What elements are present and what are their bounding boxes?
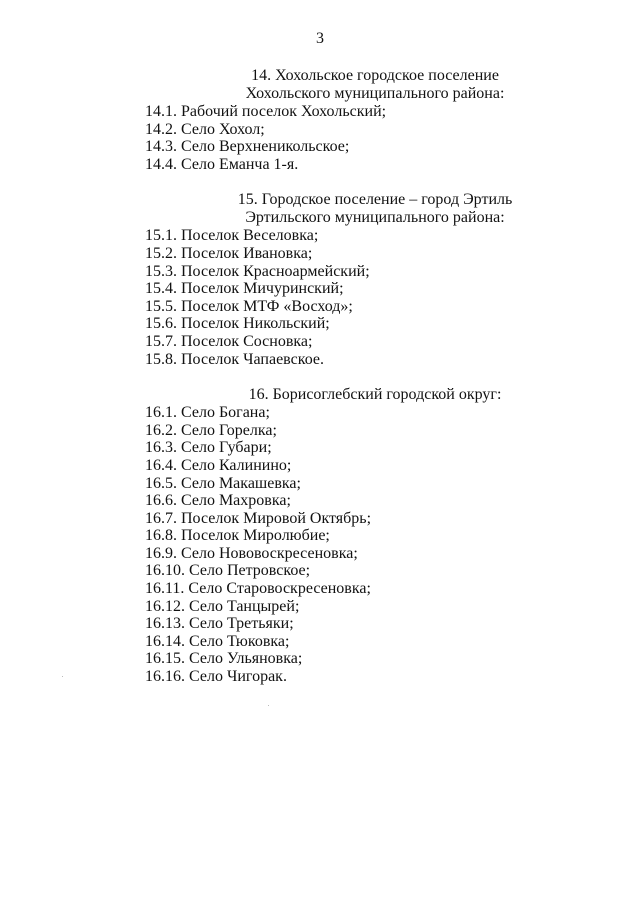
list-item <box>145 245 565 263</box>
page-number: 3 <box>316 30 324 47</box>
item-number: 16.8. <box>145 527 177 545</box>
item-number: 16.11. <box>145 580 185 598</box>
item-name: Поселок МТФ «Восход»; <box>181 297 353 315</box>
list-item <box>145 580 565 598</box>
item-number: 14.2. <box>145 120 177 138</box>
item-name: Село Танцырей; <box>189 597 300 615</box>
list-item <box>145 457 565 475</box>
item-name: Село Петровское; <box>189 562 311 580</box>
list-item <box>145 545 565 563</box>
item-name: Село Ульяновка; <box>189 650 303 668</box>
item-number: 15.6. <box>145 315 177 333</box>
list-item <box>145 351 565 369</box>
item-number: 16.7. <box>145 509 177 527</box>
list-item <box>145 439 565 457</box>
list-item <box>145 615 565 633</box>
item-name: Село Тюковка; <box>189 632 290 650</box>
item-name: Поселок Красноармейский; <box>181 262 370 280</box>
item-name: Поселок Никольский; <box>181 315 330 333</box>
item-name: Село Махровка; <box>181 492 291 510</box>
item-number: 16.16. <box>145 668 185 686</box>
item-number: 16.12. <box>145 597 185 615</box>
section-heading-line: 16. Борисоглебский городской округ: <box>248 386 502 404</box>
item-name: Село Губари; <box>181 439 272 457</box>
list-item <box>145 280 565 298</box>
item-number: 15.8. <box>145 350 177 368</box>
item-number: 16.5. <box>145 474 177 492</box>
list-item <box>145 492 565 510</box>
section-16 <box>145 386 565 686</box>
item-number: 15.4. <box>145 280 177 298</box>
item-name: Село Верхненикольское; <box>181 138 350 156</box>
list-item <box>145 227 565 245</box>
section-heading-line: Эртильского муниципального района: <box>245 209 505 227</box>
item-number: 16.2. <box>145 421 177 439</box>
item-number: 16.14. <box>145 632 185 650</box>
item-name: Село Калинино; <box>181 456 292 474</box>
item-number: 15.2. <box>145 244 177 262</box>
item-name: Село Горелка; <box>181 421 277 439</box>
list-item <box>145 333 565 351</box>
scan-speck <box>268 705 269 706</box>
list-item <box>145 650 565 668</box>
section-14 <box>145 67 565 173</box>
scan-speck <box>62 676 63 677</box>
item-number: 16.4. <box>145 456 177 474</box>
item-number: 14.4. <box>145 155 177 173</box>
list-item <box>145 633 565 651</box>
item-number: 15.7. <box>145 332 177 350</box>
item-number: 16.1. <box>145 404 177 422</box>
list-item <box>145 103 565 121</box>
list-item <box>145 156 565 174</box>
item-name: Поселок Миролюбие; <box>181 527 330 545</box>
item-name: Поселок Мичуринский; <box>181 280 344 298</box>
item-number: 14.1. <box>145 103 177 120</box>
document-body <box>145 67 565 704</box>
list-item <box>145 598 565 616</box>
section-heading-line: 15. Городское поселение – город Эртиль <box>237 191 513 209</box>
item-number: 16.6. <box>145 492 177 510</box>
list-item <box>145 510 565 528</box>
list-item <box>145 562 565 580</box>
item-name: Поселок Веселовка; <box>181 227 319 245</box>
item-name: Село Чигорак. <box>189 668 287 686</box>
item-name: Рабочий поселок Хохольский; <box>181 103 387 120</box>
item-name: Село Старовоскресеновка; <box>188 580 371 598</box>
list-item <box>145 138 565 156</box>
section-heading-line: Хохольского муниципального района: <box>245 85 505 102</box>
item-name: Село Третьяки; <box>189 615 294 633</box>
list-item <box>145 527 565 545</box>
item-number: 16.3. <box>145 439 177 457</box>
list-item <box>145 263 565 281</box>
section-heading-line: 14. Хохольское городское поселение <box>251 67 499 84</box>
item-number: 15.3. <box>145 262 177 280</box>
item-number: 15.5. <box>145 297 177 315</box>
item-number: 16.15. <box>145 650 185 668</box>
item-name: Село Макашевка; <box>181 474 301 492</box>
item-name: Село Хохол; <box>181 120 265 138</box>
item-number: 15.1. <box>145 227 177 245</box>
item-name: Поселок Мировой Октябрь; <box>181 509 372 527</box>
item-number: 16.10. <box>145 562 185 580</box>
item-name: Село Еманча 1-я. <box>181 155 299 173</box>
section-15 <box>145 191 565 368</box>
item-number: 14.3. <box>145 138 177 156</box>
item-name: Поселок Чапаевское. <box>181 350 324 368</box>
list-item <box>145 404 565 422</box>
list-item <box>145 475 565 493</box>
list-item <box>145 422 565 440</box>
item-name: Поселок Сосновка; <box>181 332 313 350</box>
item-name: Поселок Ивановка; <box>181 244 313 262</box>
item-number: 16.13. <box>145 615 185 633</box>
item-name: Село Богана; <box>181 404 270 422</box>
item-number: 16.9. <box>145 544 177 562</box>
item-name: Село Нововоскресеновка; <box>181 544 358 562</box>
list-item <box>145 315 565 333</box>
list-item <box>145 668 565 686</box>
list-item <box>145 121 565 139</box>
list-item <box>145 298 565 316</box>
